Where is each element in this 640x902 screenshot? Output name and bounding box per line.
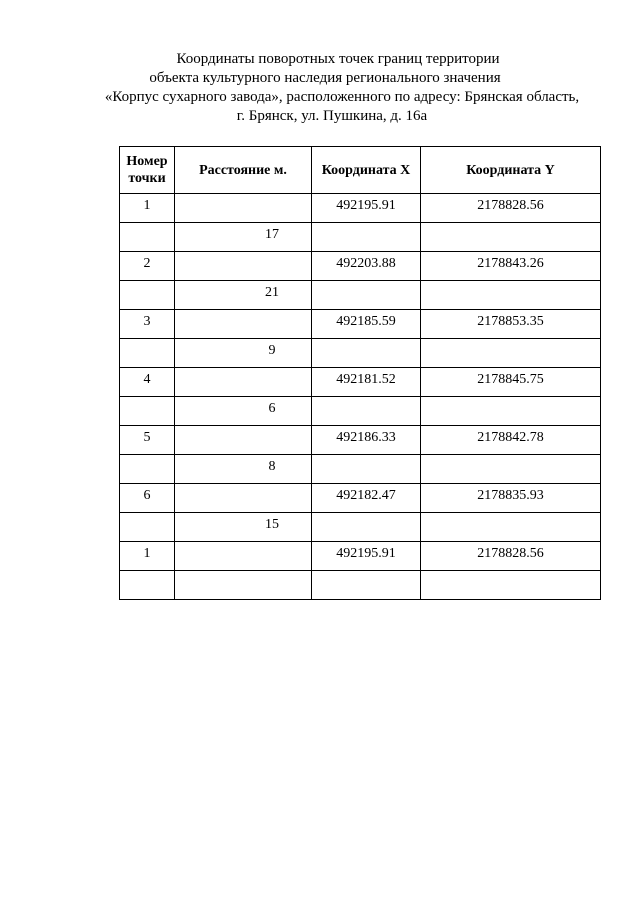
distance-cell: 6: [175, 397, 312, 426]
table-row: [120, 484, 601, 513]
distance-cell: 17: [175, 223, 312, 252]
y-cell: [421, 281, 601, 310]
y-cell: 2178845.75: [421, 368, 601, 397]
point-cell: [120, 223, 175, 252]
table-row: [120, 571, 601, 600]
table-row: [120, 542, 601, 571]
y-cell: [421, 455, 601, 484]
distance-cell: [175, 542, 312, 571]
coordinates-table: [119, 146, 601, 600]
point-cell: 5: [120, 426, 175, 455]
y-cell: [421, 513, 601, 542]
distance-cell: [175, 252, 312, 281]
point-cell: [120, 339, 175, 368]
table-row: [120, 194, 601, 223]
x-cell: 492185.59: [312, 310, 421, 339]
header-coordinate-y: Координата Y: [421, 147, 601, 194]
x-cell: 492195.91: [312, 542, 421, 571]
table-row: [120, 513, 601, 542]
x-cell: [312, 571, 421, 600]
point-cell: 1: [120, 194, 175, 223]
table-row: [120, 281, 601, 310]
point-cell: [120, 513, 175, 542]
y-cell: 2178835.93: [421, 484, 601, 513]
y-cell: 2178828.56: [421, 194, 601, 223]
x-cell: [312, 513, 421, 542]
y-cell: 2178842.78: [421, 426, 601, 455]
point-cell: 3: [120, 310, 175, 339]
distance-cell: 15: [175, 513, 312, 542]
header-point-line-2: точки: [128, 171, 166, 186]
point-cell: 4: [120, 368, 175, 397]
distance-cell: 9: [175, 339, 312, 368]
x-cell: [312, 455, 421, 484]
point-cell: 6: [120, 484, 175, 513]
distance-cell: [175, 426, 312, 455]
header-point-line-1: Номер: [126, 154, 168, 169]
distance-cell: [175, 368, 312, 397]
table-row: [120, 252, 601, 281]
distance-cell: 21: [175, 281, 312, 310]
point-cell: [120, 281, 175, 310]
distance-cell: [175, 484, 312, 513]
title-line-3: «Корпус сухарного завода», расположенного по адресу: Брянская область,: [104, 89, 580, 105]
title-line-2: объекта культурного наследия регионального значения: [149, 70, 501, 86]
y-cell: [421, 339, 601, 368]
point-cell: [120, 397, 175, 426]
table-row: [120, 455, 601, 484]
distance-cell: [175, 194, 312, 223]
table-row: [120, 310, 601, 339]
point-cell: 2: [120, 252, 175, 281]
table-row: [120, 368, 601, 397]
y-cell: [421, 223, 601, 252]
point-cell: [120, 571, 175, 600]
x-cell: 492182.47: [312, 484, 421, 513]
x-cell: [312, 397, 421, 426]
x-cell: 492203.88: [312, 252, 421, 281]
table-row: [120, 397, 601, 426]
point-cell: 1: [120, 542, 175, 571]
header-distance: Расстояние м.: [175, 147, 312, 194]
x-cell: 492181.52: [312, 368, 421, 397]
point-cell: [120, 455, 175, 484]
y-cell: 2178828.56: [421, 542, 601, 571]
x-cell: 492195.91: [312, 194, 421, 223]
title-line-1: Координаты поворотных точек границ территории: [176, 51, 500, 67]
table-body: [120, 194, 601, 600]
table-row: [120, 223, 601, 252]
x-cell: [312, 339, 421, 368]
y-cell: 2178853.35: [421, 310, 601, 339]
distance-cell: [175, 310, 312, 339]
y-cell: [421, 571, 601, 600]
x-cell: [312, 281, 421, 310]
distance-cell: [175, 571, 312, 600]
x-cell: 492186.33: [312, 426, 421, 455]
title-line-4: г. Брянск, ул. Пушкина, д. 16а: [236, 108, 428, 124]
document-title: [0, 50, 640, 126]
distance-cell: 8: [175, 455, 312, 484]
x-cell: [312, 223, 421, 252]
table-row: [120, 339, 601, 368]
y-cell: [421, 397, 601, 426]
header-coordinate-x: Координата X: [312, 147, 421, 194]
y-cell: 2178843.26: [421, 252, 601, 281]
header-point-number: [120, 147, 175, 194]
table-row: [120, 426, 601, 455]
table-header-row: [120, 147, 601, 194]
